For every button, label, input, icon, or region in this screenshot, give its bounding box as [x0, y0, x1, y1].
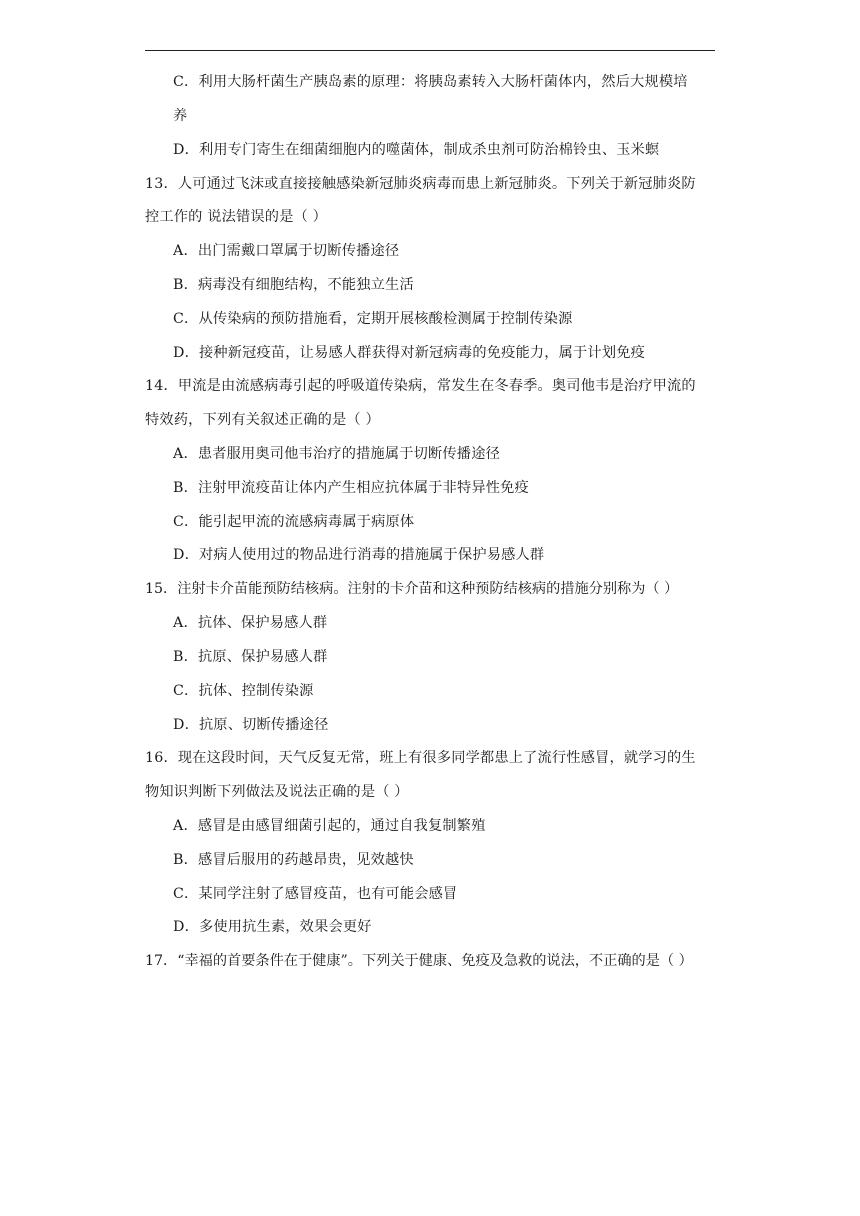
header-rule: [145, 50, 715, 51]
q15-option-c: C．抗体、控制传染源: [173, 683, 314, 699]
q15-stem: 15．注射卡介苗能预防结核病。注射的卡介苗和这种预防结核病的措施分别称为（ ）: [145, 581, 679, 597]
q12-option-c-line2: 养: [173, 108, 188, 124]
q14-option-a: A．患者服用奥司他韦治疗的措施属于切断传播途径: [173, 446, 500, 462]
q13-option-a: A．出门需戴口罩属于切断传播途径: [173, 243, 400, 259]
q15-option-b: B．抗原、保护易感人群: [173, 649, 328, 665]
q13-option-b: B．病毒没有细胞结构，不能独立生活: [173, 277, 414, 293]
q15-option-a: A．抗体、保护易感人群: [173, 615, 328, 631]
q16-stem-line1: 16．现在这段时间，天气反复无常，班上有很多同学都患上了流行性感冒，就学习的生: [145, 750, 696, 766]
q16-option-d: D．多使用抗生素，效果会更好: [173, 919, 372, 935]
q13-stem-line2: 控工作的 说法错误的是（ ）: [145, 209, 328, 225]
q14-stem-line2: 特效药，下列有关叙述正确的是（ ）: [145, 412, 380, 428]
q13-option-c: C．从传染病的预防措施看，定期开展核酸检测属于控制传染源: [173, 311, 573, 327]
q15-option-d: D．抗原、切断传播途径: [173, 717, 329, 733]
q14-stem-line1: 14．甲流是由流感病毒引起的呼吸道传染病，常发生在冬春季。奥司他韦是治疗甲流的: [145, 378, 696, 394]
q13-stem-line1: 13．人可通过飞沫或直接接触感染新冠肺炎病毒而患上新冠肺炎。下列关于新冠肺炎防: [145, 176, 696, 192]
q14-option-b: B．注射甲流疫苗让体内产生相应抗体属于非特异性免疫: [173, 480, 529, 496]
q17-stem: 17．“幸福的首要条件在于健康”。下列关于健康、免疫及急救的说法，不正确的是（ ）: [145, 953, 693, 969]
q16-option-c: C．某同学注射了感冒疫苗，也有可能会感冒: [173, 886, 458, 902]
q16-option-a: A．感冒是由感冒细菌引起的，通过自我复制繁殖: [173, 818, 486, 834]
q13-option-d: D．接种新冠疫苗，让易感人群获得对新冠病毒的免疫能力，属于计划免疫: [173, 345, 645, 361]
q12-option-d: D．利用专门寄生在细菌细胞内的噬菌体，制成杀虫剂可防治棉铃虫、玉米螟: [173, 142, 660, 158]
q16-stem-line2: 物知识判断下列做法及说法正确的是（ ）: [145, 784, 409, 800]
q12-option-c-line1: C．利用大肠杆菌生产胰岛素的原理：将胰岛素转入大肠杆菌体内，然后大规模培: [173, 74, 688, 90]
q14-option-d: D．对病人使用过的物品进行消毒的措施属于保护易感人群: [173, 547, 545, 563]
q14-option-c: C．能引起甲流的流感病毒属于病原体: [173, 514, 415, 530]
q16-option-b: B．感冒后服用的药越昂贵，见效越快: [173, 852, 414, 868]
